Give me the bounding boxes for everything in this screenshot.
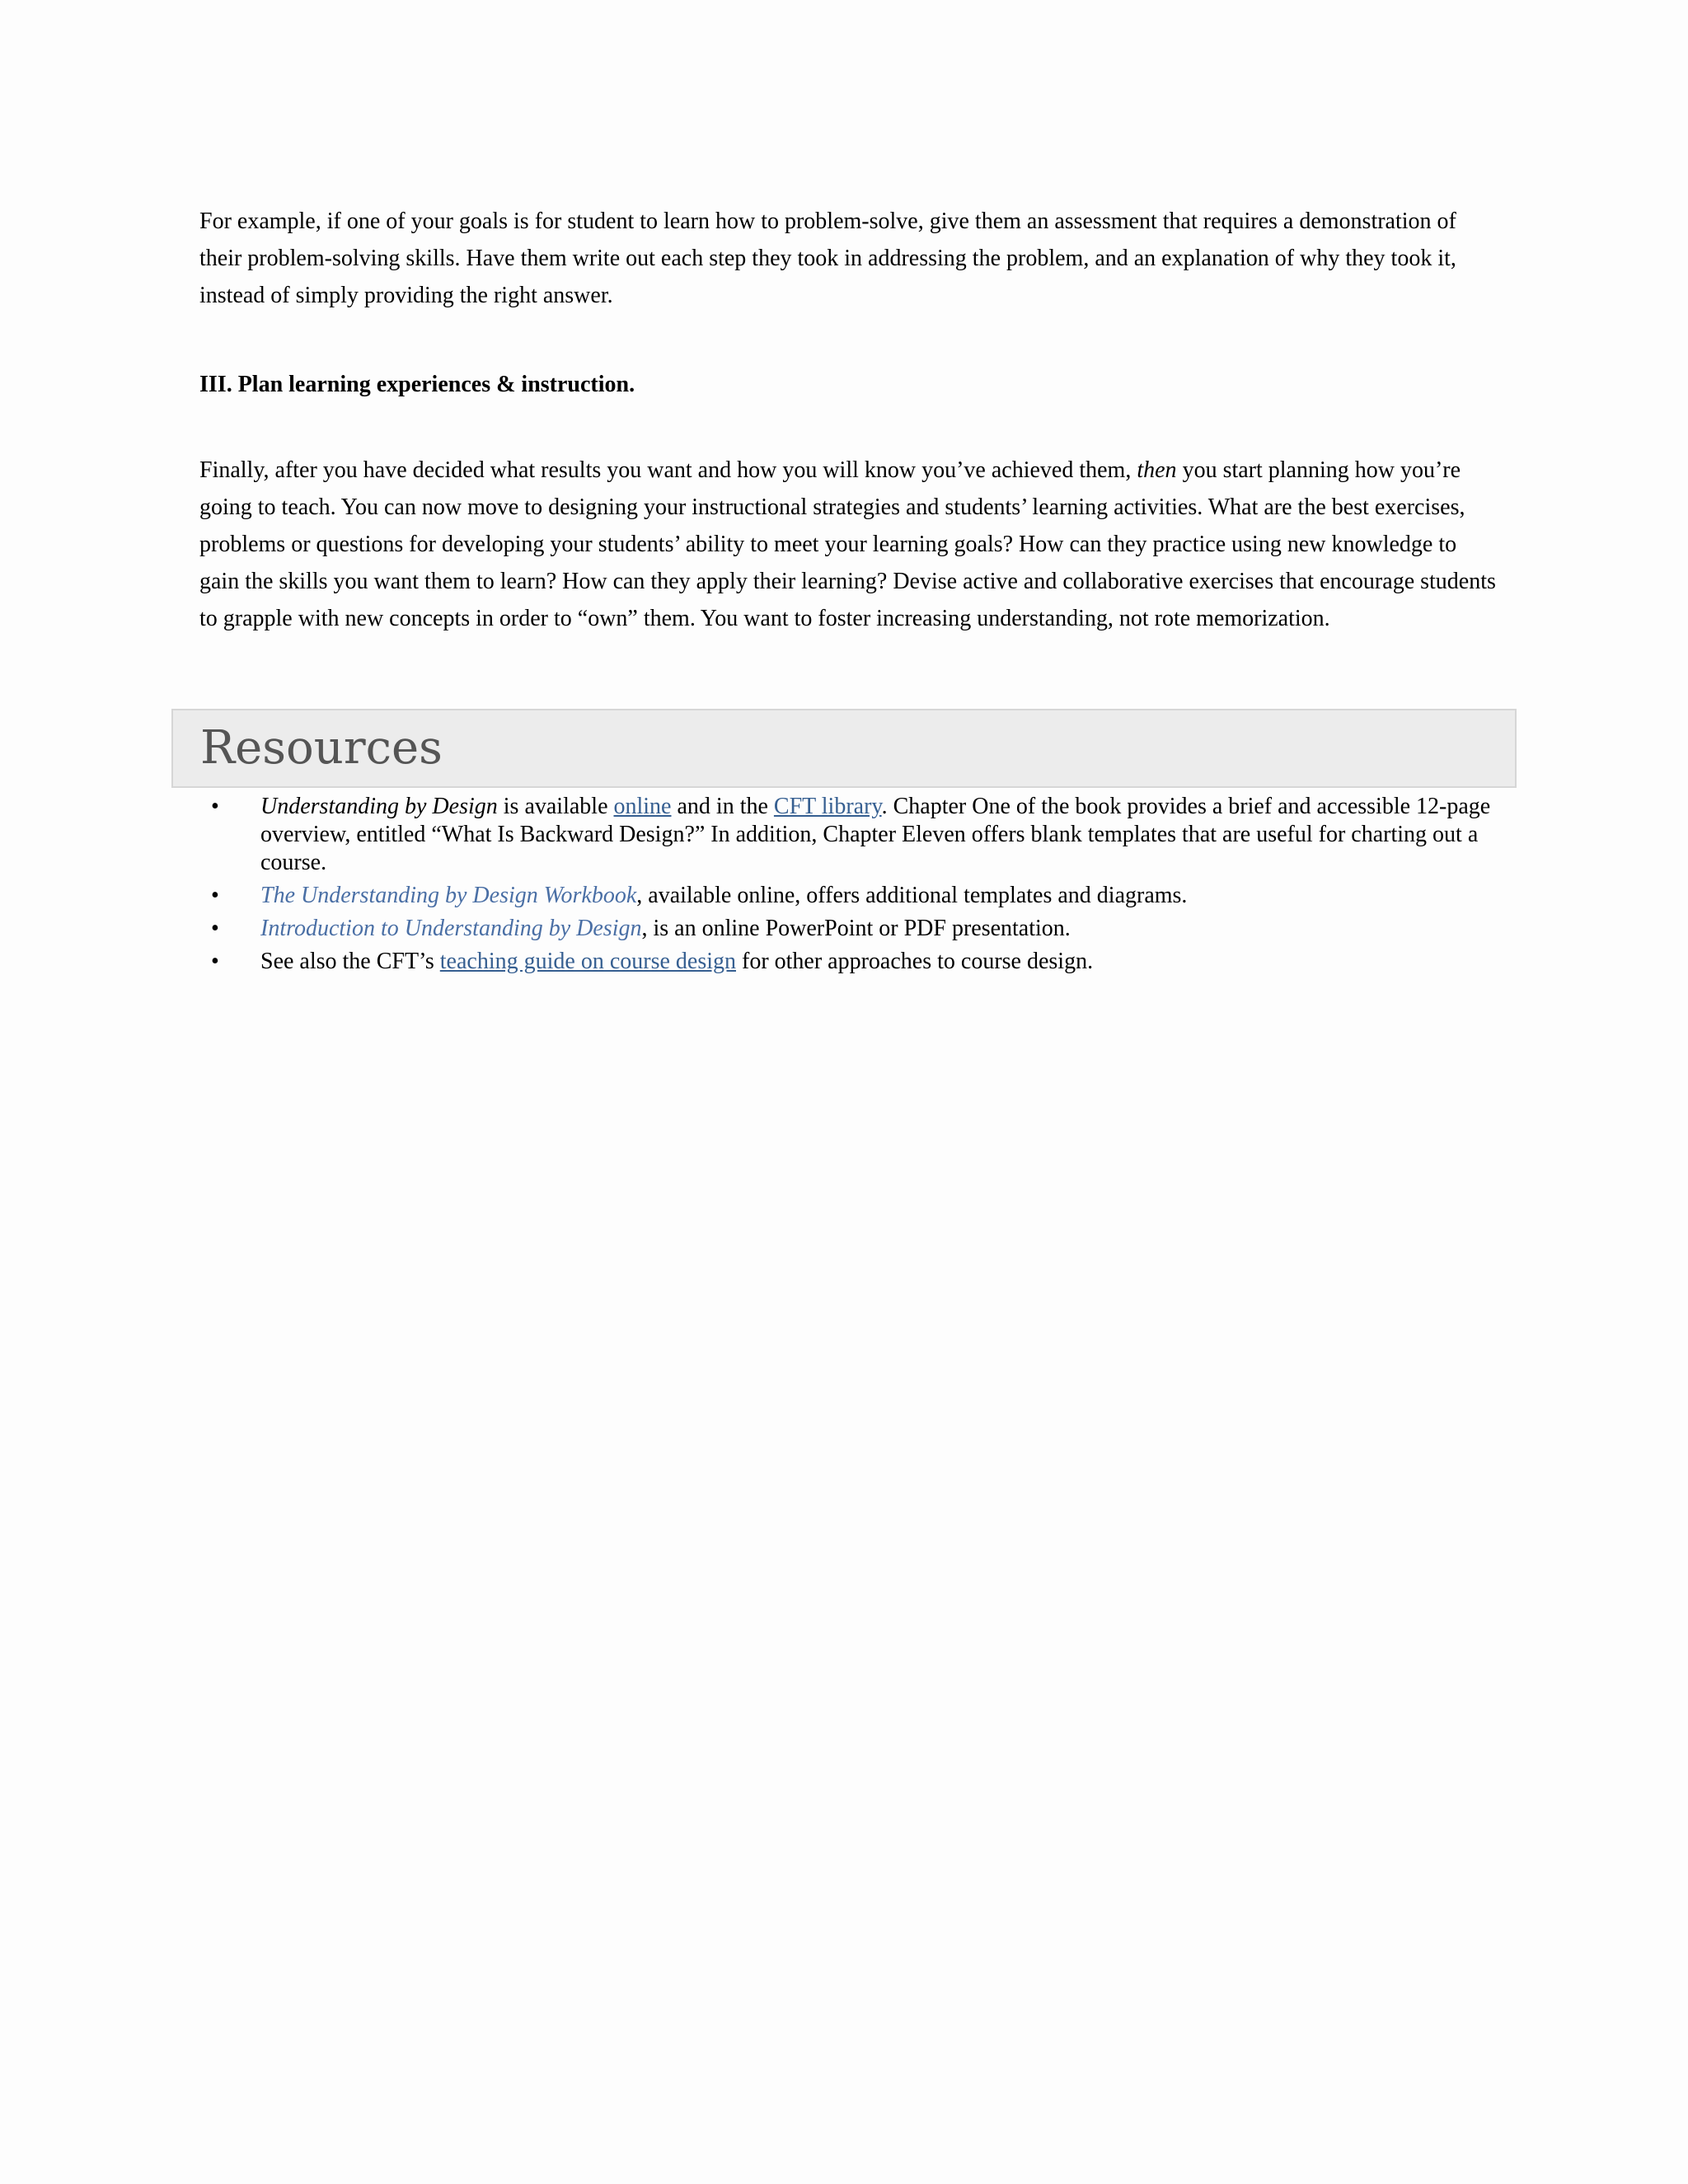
- paragraph-assessment-example: For example, if one of your goals is for student to learn how to problem-solve, give them an assessment that requires a demonstration of their problem-solving skills. Have them write out each step they took in addressing the problem, and an explanation of why they took it, instead of simply providing the right answer.: [199, 209, 1456, 308]
- cft-library-link[interactable]: CFT library: [773, 794, 882, 819]
- resource-text: . Chapter One of the book provides a brief and accessible 12-page overview, entitled “What Is Backward Design?” In addition, Chapter Eleven offers blank templates that are useful for charting out a course.: [260, 794, 1491, 875]
- paragraph-plan-learning-emphasis: then: [1137, 457, 1177, 483]
- resource-text: See also the CFT’s: [260, 949, 440, 974]
- bullet-icon: •: [211, 916, 219, 941]
- resource-text: and in the: [671, 794, 774, 819]
- resource-item-workbook: [0, 882, 1688, 910]
- resources-title: Resources: [200, 721, 443, 775]
- teaching-guide-link[interactable]: teaching guide on course design: [439, 949, 736, 974]
- paragraph-plan-learning-part-2: you start planning how you’re going to teach. You can now move to designing your instructional strategies and students’ learning activities. What are the best exercises, problems or questions for developing your students’ ability to meet your learning goals? How can they practice using new knowledge to gain the skills you want them to learn? How can they apply their learning? Devise active and collaborative exercises that encourage students to grapple with new concepts in order to “own” them. You want to foster increasing understanding, not rote memorization.: [199, 457, 1496, 631]
- workbook-link[interactable]: The Understanding by Design Workbook: [260, 883, 637, 908]
- book-title: Understanding by Design: [260, 794, 498, 819]
- bullet-icon: •: [211, 883, 219, 908]
- resource-item-introduction: [0, 915, 1688, 943]
- resource-item-teaching-guide: [0, 948, 1688, 976]
- section-heading: III. Plan learning experiences & instruction.: [199, 372, 635, 397]
- introduction-link[interactable]: Introduction to Understanding by Design: [260, 916, 642, 941]
- resource-text: , available online, offers additional templates and diagrams.: [636, 883, 1188, 908]
- resource-text: for other approaches to course design.: [736, 949, 1094, 974]
- paragraph-plan-learning-part-1: Finally, after you have decided what results you want and how you will know you’ve achieved them,: [199, 457, 1137, 483]
- resource-item-understanding-by-design: [0, 793, 1688, 877]
- resources-heading-bar: [171, 709, 1517, 788]
- resource-text: , is an online PowerPoint or PDF presentation.: [641, 916, 1071, 941]
- resource-text: is available: [497, 794, 614, 819]
- bullet-icon: •: [211, 794, 219, 819]
- paragraph-plan-learning: [199, 452, 1502, 637]
- online-link[interactable]: online: [613, 794, 672, 819]
- resource-list: [0, 793, 1688, 981]
- bullet-icon: •: [211, 949, 219, 974]
